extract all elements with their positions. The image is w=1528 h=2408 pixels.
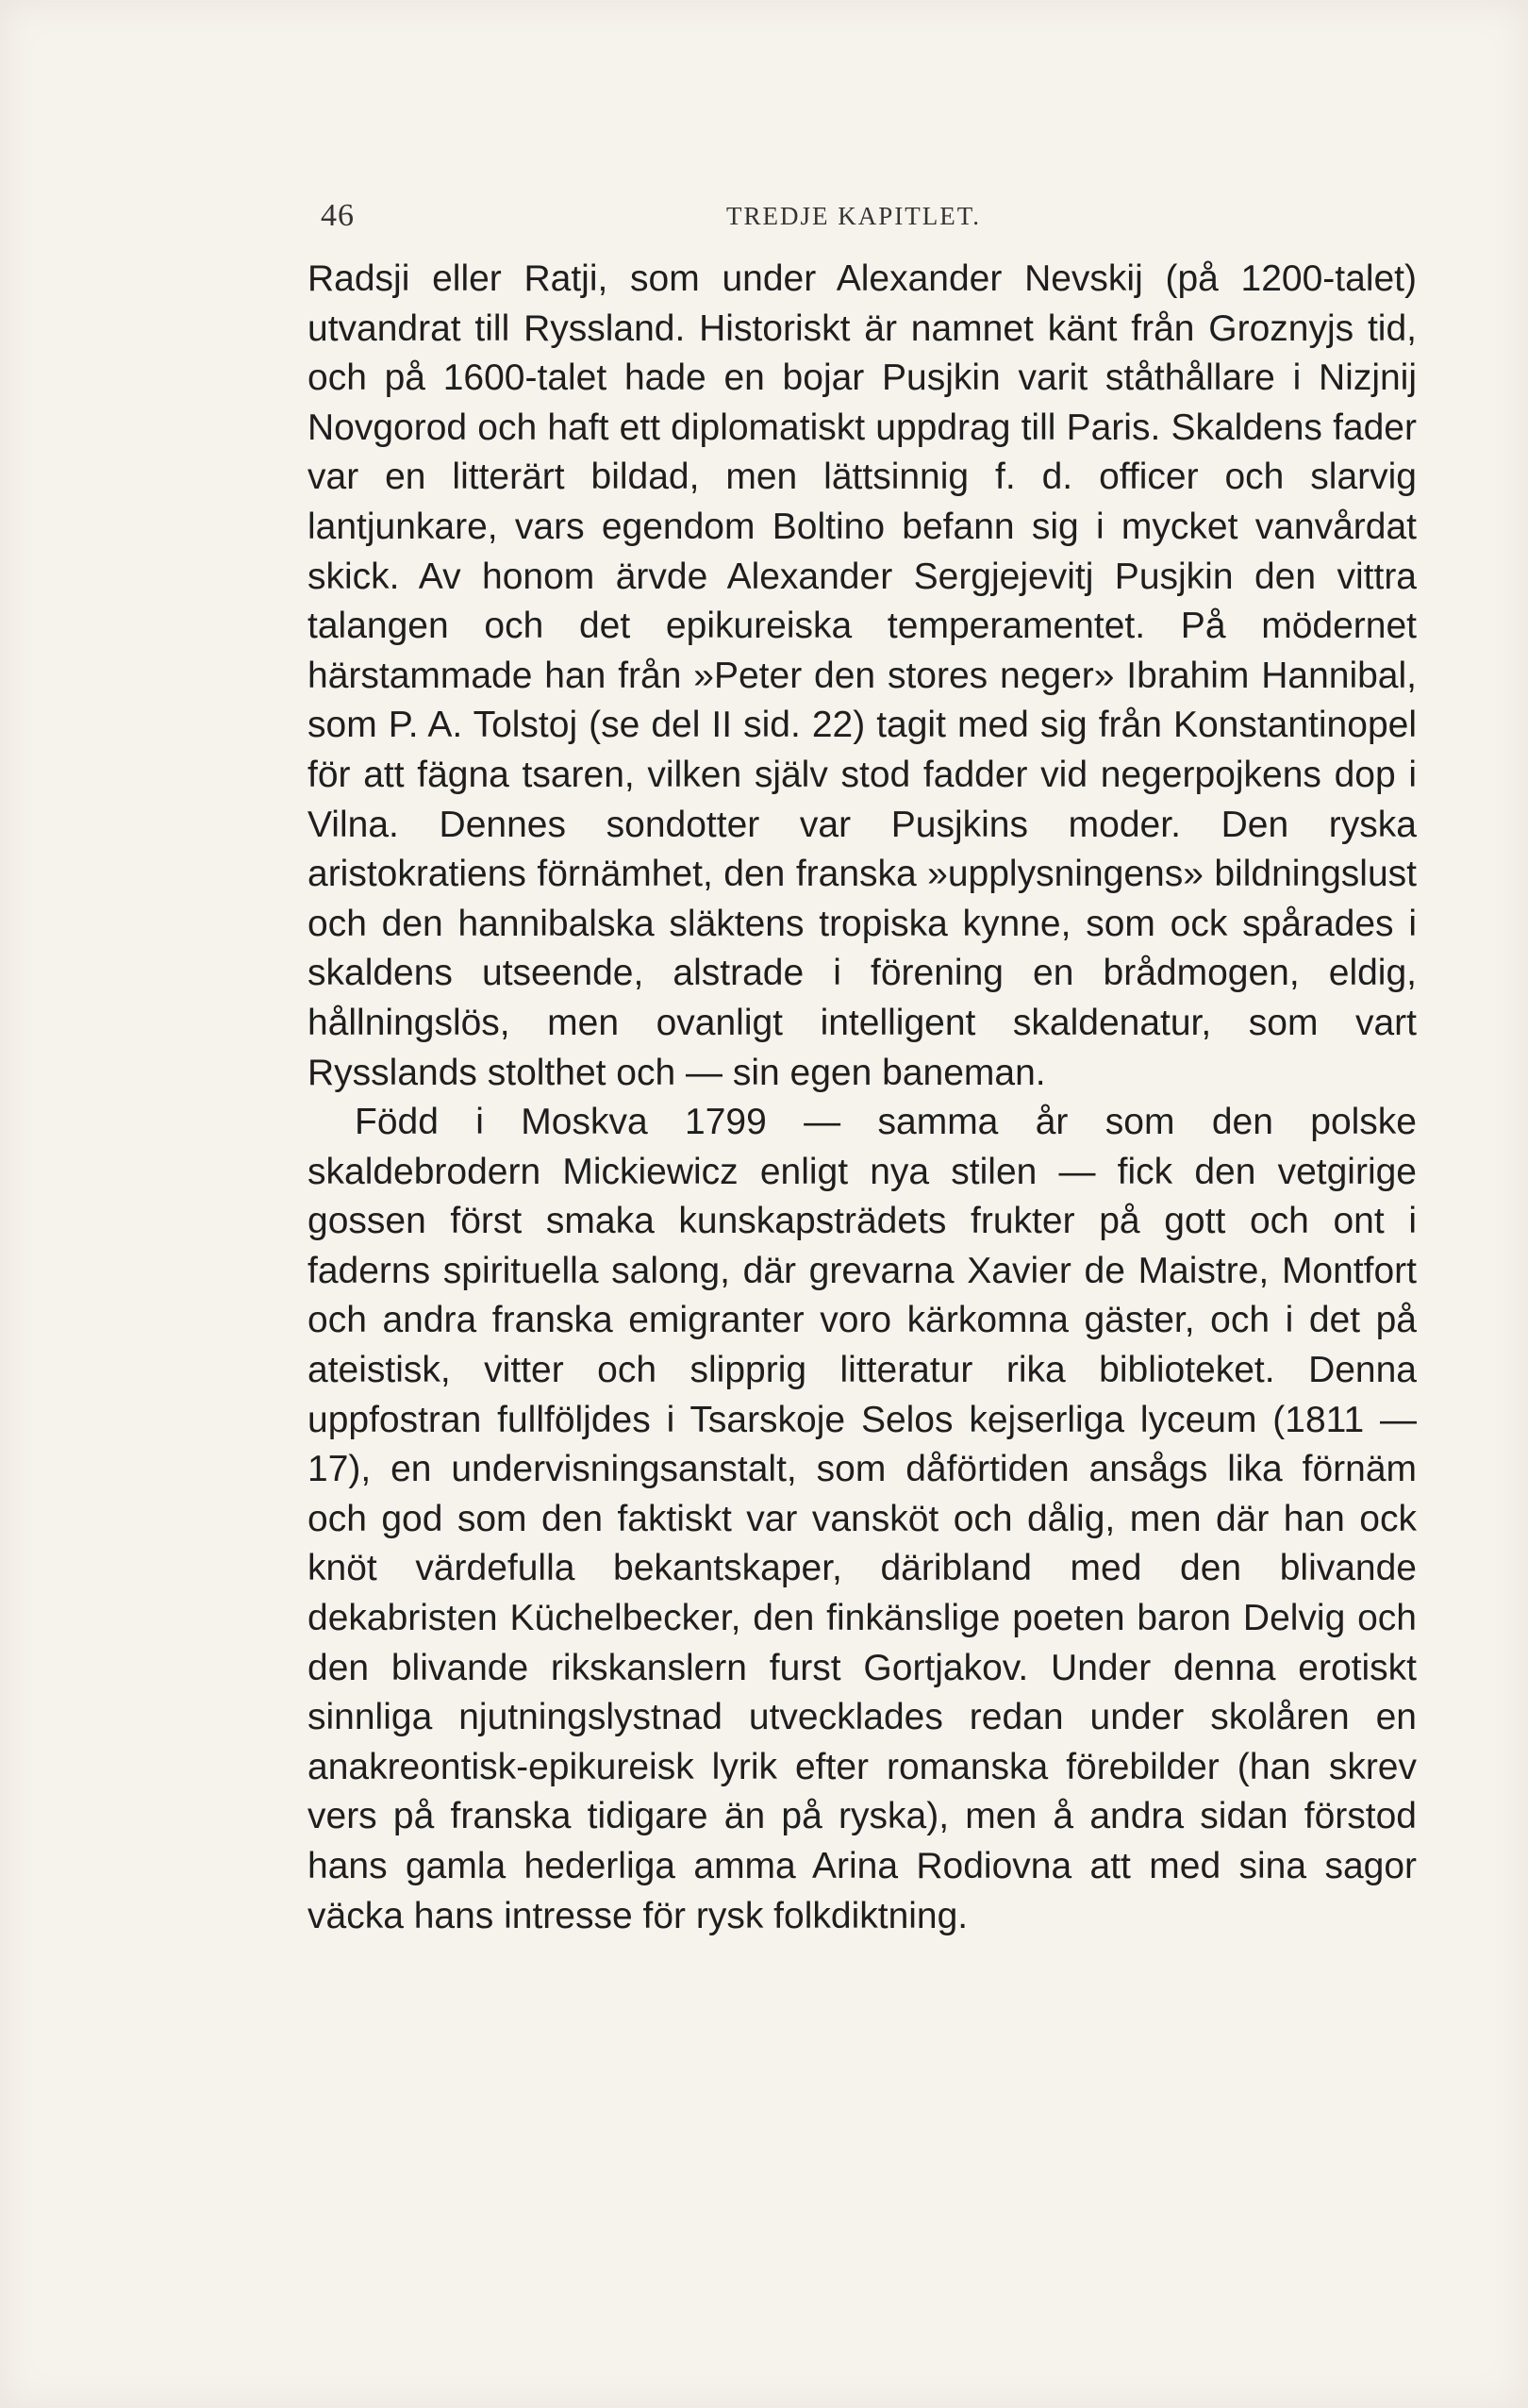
paragraph-1: Radsji eller Ratji, som under Alexander Nevskij (på 1200-talet) utvandrat till Ryssland. Historiskt är namnet känt från Groznyjs tid, och på 1600-talet hade en bojar Pusjkin varit ståthållare i Nizjnij Novgorod och haft ett diplomatiskt uppdrag till Paris. Skaldens fader var en litterärt bildad, men lättsinnig f. d. officer och slarvig lantjunkare, vars egendom Boltino befann sig i mycket vanvårdat skick. Av honom ärvde Alexander Sergjejevitj Pusjkin den vittra talangen och det epikureiska temperamentet. På mödernet härstammade han från »Peter den stores neger» Ibrahim Hannibal, som P. A. Tolstoj (se del II sid. 22) tagit med sig från Konstantinopel för att fägna tsaren, vilken själv stod fadder vid negerpojkens dop i Vilna. Dennes sondotter var Pusjkins moder. Den ryska aristokratiens förnämhet, den franska »upplysningens» bildningslust och den hannibalska släktens tropiska kynne, som ock spårades i skaldens utseende, alstrade i förening en brådmogen, eldig, hållningslös, men ovanligt intelligent skaldenatur, som vart Rysslands stolthet och — sin egen baneman. xyxy=(307,258,1417,1093)
page-number: 46 xyxy=(321,198,355,233)
running-title: TREDJE KAPITLET. xyxy=(726,202,981,230)
body-text xyxy=(307,255,1417,1941)
paragraph-2: Född i Moskva 1799 — samma år som den polske skaldebrodern Mickiewicz enligt nya stilen — fick den vetgirige gossen först smaka kunskapsträdets frukter på gott och ont i faderns spirituella salong, där grevarna Xavier de Maistre, Montfort och andra franska emigranter voro kärkomna gäster, och i det på ateistisk, vitter och slipprig litteratur rika biblioteket. Denna uppfostran fullföljdes i Tsarskoje Selos kejserliga lyceum (1811 —17), en undervisningsanstalt, som dåförtiden ansågs lika förnäm och god som den faktiskt var vansköt och dålig, men där han ock knöt värdefulla bekantskaper, däribland med den blivande dekabristen Küchelbecker, den finkänslige poeten baron Delvig och den blivande rikskanslern furst Gortjakov. Under denna erotiskt sinnliga njutningslystnad utvecklades redan under skolåren en anakreontisk-epikureisk lyrik efter romanska förebilder (han skrev vers på franska tidigare än på ryska), men å andra sidan förstod hans gamla hederliga amma Arina Rodiovna att med sina sagor väcka hans intresse för rysk folkdiktning. xyxy=(307,1102,1417,1936)
